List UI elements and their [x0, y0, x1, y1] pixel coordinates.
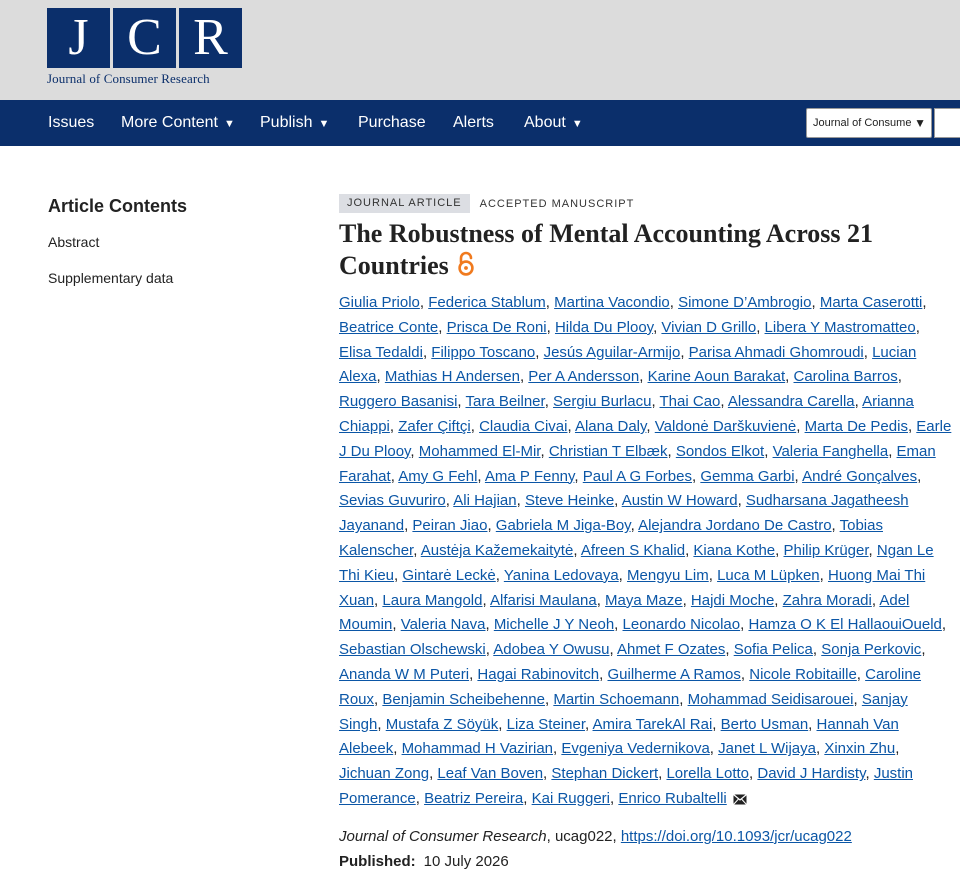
author-link[interactable]: Adel Moumin — [339, 591, 910, 634]
author-link[interactable]: Giulia Priolo — [339, 294, 420, 311]
open-access-icon — [457, 251, 475, 285]
logo-subtitle: Journal of Consumer Research — [47, 71, 210, 86]
author-link[interactable]: Gabriela M Jiga-Boy — [495, 517, 631, 535]
article-type-badge: JOURNAL ARTICLE — [339, 194, 470, 213]
citation-article-id: , ucag022, — [546, 827, 621, 845]
author-link[interactable]: Jesús Aguilar-Armijo — [543, 343, 681, 361]
nav-alerts[interactable] — [453, 100, 494, 146]
nav-issues-label: Issues — [48, 114, 95, 131]
author-list: Giulia Priolo, Federica Stablum, Martina Vacondio, Simone D’Ambrogio, Marta Caserotti, Beatrice Conte, Prisca De Roni, Hilda Du Plooy, Vivian D Grillo, Libera Y Mastromatteo, Elisa Tedaldi, Filippo Toscano, Jesús Aguilar-Armijo, Parisa Ahmadi Ghomroudi, Lucian Alexa, Mathias H Andersen, Per A Andersson, Karine Aoun Barakat, Carolina Barros, Ruggero Basanisi, Tara Beilner, Sergiu Burlacu, Thai Cao, Alessandra Carella, Arianna Chiappi, Zafer Çiftçi, Claudia Civai, Alana Daly, Valdonė Darškuvienė, Marta De Pedis, Earle J Du Plooy, Mohammed El-Mir, Christian T Elbæk, Sondos Elkot, Valeria Fanghella, Eman Farahat, Amy G Fehl, Ama P Fenny, Paul A G Forbes, Gemma Garbi, André Gonçalves, Sevias Guvuriro, Ali Hajian, Steve Heinke, Austin W Howard, Sudharsana Jagatheesh Jayanand, Peiran Jiao, Gabriela M Jiga-Boy, Alejandra Jordano De Castro, Tobias Kalenscher, Austėja Kažemekaitytė, Afreen S Khalid, Kiana Kothe, Philip Krüger, Ngan Le Thi Kieu, Gintarė Leckė, Yanina Ledovaya, Mengyu Lim, Luca M Lüpken, Huong Mai Thi Xuan, Laura Mangold, Alfarisi Maulana, Maya Maze, Hajdi Moche, Zahra Moradi, Adel Moumin, Valeria Nava, Michelle J Y Neoh, Leonardo Nicolao, Hamza O K El HallaouiOueld, Sebastian Olschewski, Adobea Y Owusu, Ahmet F Ozates, Sofia Pelica, Sonja Perkovic, Ananda W M Puteri, Hagai Rabinovitch, Guilherme A Ramos, Nicole Robitaille, Caroline Roux, Benjamin Scheibehenne, Martin Schoemann, Mohammad Seidisarouei, Sanjay Singh, Mustafa Z Söyük, Liza Steiner, Amira TarekAl Rai, Berto Usman, Hannah Van Alebeek, Mohammad H Vazirian, Evgeniya Vedernikova, Janet L Wijaya, Xinxin Zhu, Jichuan Zong, Leaf Van Boven, Stephan Dickert, Lorella Lotto, David J Hardisty, Justin Pomerance, Beatriz Pereira, Kai Ruggeri, Enrico Rubaltelli — [339, 291, 953, 814]
author-link[interactable]: Libera Y Mastromatteo — [764, 318, 916, 336]
author-link[interactable]: Jichuan Zong — [339, 765, 430, 783]
author-link[interactable]: Guilherme A Ramos — [607, 665, 741, 683]
author-link[interactable]: Ama P Fenny — [484, 467, 575, 485]
author-link[interactable]: Afreen S Khalid — [580, 541, 686, 559]
author-link[interactable]: Lucian Alexa — [339, 343, 917, 386]
author-link[interactable]: Enrico Rubaltelli — [618, 789, 727, 807]
author-link[interactable]: Mohammed El-Mir — [418, 442, 541, 460]
author-link[interactable]: Janet L Wijaya — [718, 740, 816, 758]
caret-down-icon: ▼ — [318, 118, 330, 130]
email-icon[interactable] — [733, 789, 747, 814]
sidebar-heading: Article Contents — [48, 196, 188, 216]
author-link[interactable]: Parisa Ahmadi Ghomroudi — [688, 343, 864, 361]
author-link[interactable]: Filippo Toscano — [431, 343, 536, 361]
author-link[interactable]: Prisca De Roni — [446, 318, 547, 336]
author-link[interactable]: Hilda Du Plooy — [554, 318, 654, 336]
author-link[interactable]: Marta Caserotti — [819, 294, 923, 311]
author-link[interactable]: Alessandra Carella — [727, 393, 855, 411]
author-link[interactable]: Philip Krüger — [783, 541, 869, 559]
author-link[interactable]: Valeria Nava — [400, 616, 486, 634]
author-link[interactable]: Beatriz Pereira — [424, 789, 524, 807]
search-input[interactable] — [934, 108, 960, 138]
author-link[interactable]: Sevias Guvuriro — [339, 492, 446, 510]
published-label: Published: — [339, 852, 416, 870]
author-link[interactable]: Mohammad Seidisarouei — [687, 690, 854, 708]
author-link[interactable]: Lorella Lotto — [666, 765, 750, 783]
author-link[interactable]: Berto Usman — [720, 715, 809, 733]
author-link[interactable]: Austin W Howard — [621, 492, 738, 510]
citation-line — [339, 826, 951, 848]
author-link[interactable]: Huong Mai Thi Xuan — [339, 566, 926, 609]
author-link[interactable]: Alfarisi Maulana — [489, 591, 597, 609]
author-link[interactable]: Vivian D Grillo — [661, 318, 757, 336]
author-link[interactable]: Caroline Roux — [339, 665, 922, 708]
article-title-text: The Robustness of Mental Accounting Across 21 Countries — [339, 219, 874, 280]
author-link[interactable]: Hagai Rabinovitch — [477, 665, 600, 683]
author-link[interactable]: Arianna Chiappi — [339, 393, 914, 435]
author-link[interactable]: Eman Farahat — [339, 442, 936, 485]
sidebar-link-supplementary-data[interactable]: Supplementary data — [48, 270, 174, 286]
nav-publish[interactable] — [260, 100, 329, 146]
author-link[interactable]: Zahra Moradi — [782, 591, 872, 609]
article-header — [339, 194, 951, 873]
author-link[interactable]: Kiana Kothe — [693, 541, 776, 559]
article-title — [339, 218, 939, 285]
author-link[interactable]: Benjamin Scheibehenne — [382, 690, 545, 708]
author-link[interactable]: Simone D’Ambrogio — [678, 294, 812, 311]
author-link[interactable]: Peiran Jiao — [412, 517, 488, 535]
published-line — [339, 851, 951, 873]
nav-alerts-label: Alerts — [453, 114, 494, 131]
nav-publish-label: Publish — [260, 114, 313, 131]
author-link[interactable]: Nicole Robitaille — [749, 665, 857, 683]
nav-about-label: About — [524, 114, 566, 131]
author-link[interactable]: Luca M Lüpken — [717, 566, 820, 584]
published-date: 10 July 2026 — [423, 852, 509, 870]
author-link[interactable]: Sofia Pelica — [733, 641, 813, 659]
author-link[interactable]: Austėja Kažemekaitytė — [420, 541, 574, 559]
logo-letters — [47, 8, 242, 68]
author-link[interactable]: Tara Beilner — [465, 393, 545, 411]
nav-more-content-label: More Content — [121, 114, 218, 131]
logo-letter-j: J — [47, 8, 110, 68]
nav-more-content[interactable] — [121, 100, 235, 146]
author-link[interactable]: Zafer Çiftçi — [398, 417, 471, 435]
journal-select[interactable] — [806, 108, 932, 138]
citation-journal-name: Journal of Consumer Research — [339, 827, 547, 845]
doi-link[interactable]: https://doi.org/10.1093/jcr/ucag022 — [620, 827, 852, 845]
author-link[interactable]: Ahmet F Ozates — [616, 641, 726, 659]
journal-select-value: Journal of Consume — [813, 117, 912, 129]
article-status-badge: ACCEPTED MANUSCRIPT — [479, 197, 635, 210]
author-link[interactable]: Ali Hajian — [453, 492, 517, 510]
site-header — [0, 0, 960, 100]
author-link[interactable]: Christian T Elbæk — [548, 442, 668, 460]
author-link[interactable]: Carolina Barros — [793, 368, 898, 386]
author-link[interactable]: Maya Maze — [605, 591, 683, 609]
author-link[interactable]: Mustafa Z Söyük — [385, 715, 499, 733]
author-link[interactable]: Elisa Tedaldi — [339, 343, 423, 361]
author-link[interactable]: Martina Vacondio — [554, 294, 670, 311]
author-link[interactable]: Per A Andersson — [528, 368, 640, 386]
author-link[interactable]: Earle J Du Plooy — [339, 417, 952, 460]
author-link[interactable]: David J Hardisty — [757, 765, 866, 783]
nav-purchase-label: Purchase — [358, 114, 426, 131]
author-link[interactable]: Valeria Fanghella — [772, 442, 889, 460]
author-link[interactable]: Alana Daly — [574, 417, 647, 435]
jcr-logo[interactable] — [47, 8, 242, 87]
author-link[interactable]: Mengyu Lim — [627, 566, 709, 584]
author-link[interactable]: Sanjay Singh — [339, 690, 908, 733]
author-link[interactable]: Hajdi Moche — [690, 591, 775, 609]
author-link[interactable]: Amira TarekAl Rai — [592, 715, 713, 733]
author-link[interactable]: Leaf Van Boven — [437, 765, 544, 783]
author-link[interactable]: Martin Schoemann — [553, 690, 680, 708]
author-link[interactable]: Kai Ruggeri — [531, 789, 611, 807]
author-link[interactable]: Steve Heinke — [524, 492, 615, 510]
author-link[interactable]: Gemma Garbi — [700, 467, 795, 485]
author-link[interactable]: Stephan Dickert — [551, 765, 659, 783]
author-link[interactable]: Evgeniya Vedernikova — [561, 740, 710, 758]
author-link[interactable]: Marta De Pedis — [804, 417, 908, 435]
author-link[interactable]: Ruggero Basanisi — [339, 393, 458, 411]
author-link[interactable]: Hannah Van Alebeek — [339, 715, 899, 758]
author-link[interactable]: Mohammad H Vazirian — [401, 740, 554, 758]
caret-down-icon: ▼ — [223, 118, 235, 130]
author-link[interactable]: Sebastian Olschewski — [339, 641, 486, 659]
author-link[interactable]: Laura Mangold — [382, 591, 483, 609]
author-link[interactable]: Sergiu Burlacu — [553, 393, 652, 411]
author-link[interactable]: Yanina Ledovaya — [503, 566, 619, 584]
author-link[interactable]: Amy G Fehl — [398, 467, 478, 485]
author-link[interactable]: Mathias H Andersen — [384, 368, 520, 386]
author-link[interactable]: Leonardo Nicolao — [622, 616, 741, 634]
author-link[interactable]: Thai Cao — [659, 393, 721, 411]
author-link[interactable]: Ananda W M Puteri — [339, 665, 470, 683]
article-contents-sidebar — [48, 196, 298, 306]
author-link[interactable]: Liza Steiner — [506, 715, 585, 733]
nav-issues[interactable] — [48, 100, 94, 146]
author-link[interactable]: Paul A G Forbes — [582, 467, 692, 485]
author-link[interactable]: Beatrice Conte — [339, 318, 439, 336]
author-link[interactable]: Valdonė Darškuvienė — [654, 417, 797, 435]
author-link[interactable]: Federica Stablum — [428, 294, 546, 311]
author-link[interactable]: André Gonçalves — [802, 467, 918, 485]
select-caret-icon: ▼ — [914, 116, 926, 130]
author-link[interactable]: Alejandra Jordano De Castro — [638, 517, 832, 535]
author-link[interactable]: Sondos Elkot — [675, 442, 765, 460]
author-link[interactable]: Karine Aoun Barakat — [647, 368, 786, 386]
sidebar-link-abstract[interactable]: Abstract — [48, 234, 100, 250]
logo-letter-r: R — [179, 8, 242, 68]
author-link[interactable]: Hamza O K El HallaouiOueld — [748, 616, 942, 634]
author-link[interactable]: Michelle J Y Neoh — [493, 616, 615, 634]
author-link[interactable]: Xinxin Zhu — [824, 740, 896, 758]
author-link[interactable]: Sonja Perkovic — [821, 641, 922, 659]
nav-purchase[interactable] — [358, 100, 426, 146]
author-link[interactable]: Ngan Le Thi Kieu — [339, 541, 934, 584]
article-badges — [339, 194, 951, 213]
author-link[interactable]: Sudharsana Jagatheesh Jayanand — [339, 492, 909, 535]
author-link[interactable]: Adobea Y Owusu — [493, 641, 610, 659]
logo-letter-c: C — [113, 8, 176, 68]
author-link[interactable]: Claudia Civai — [479, 417, 568, 435]
author-link[interactable]: Justin Pomerance — [339, 765, 913, 807]
author-link[interactable]: Tobias Kalenscher — [339, 517, 883, 559]
nav-about[interactable] — [524, 100, 583, 146]
caret-down-icon: ▼ — [571, 118, 583, 130]
author-link[interactable]: Gintarė Leckė — [402, 566, 496, 584]
